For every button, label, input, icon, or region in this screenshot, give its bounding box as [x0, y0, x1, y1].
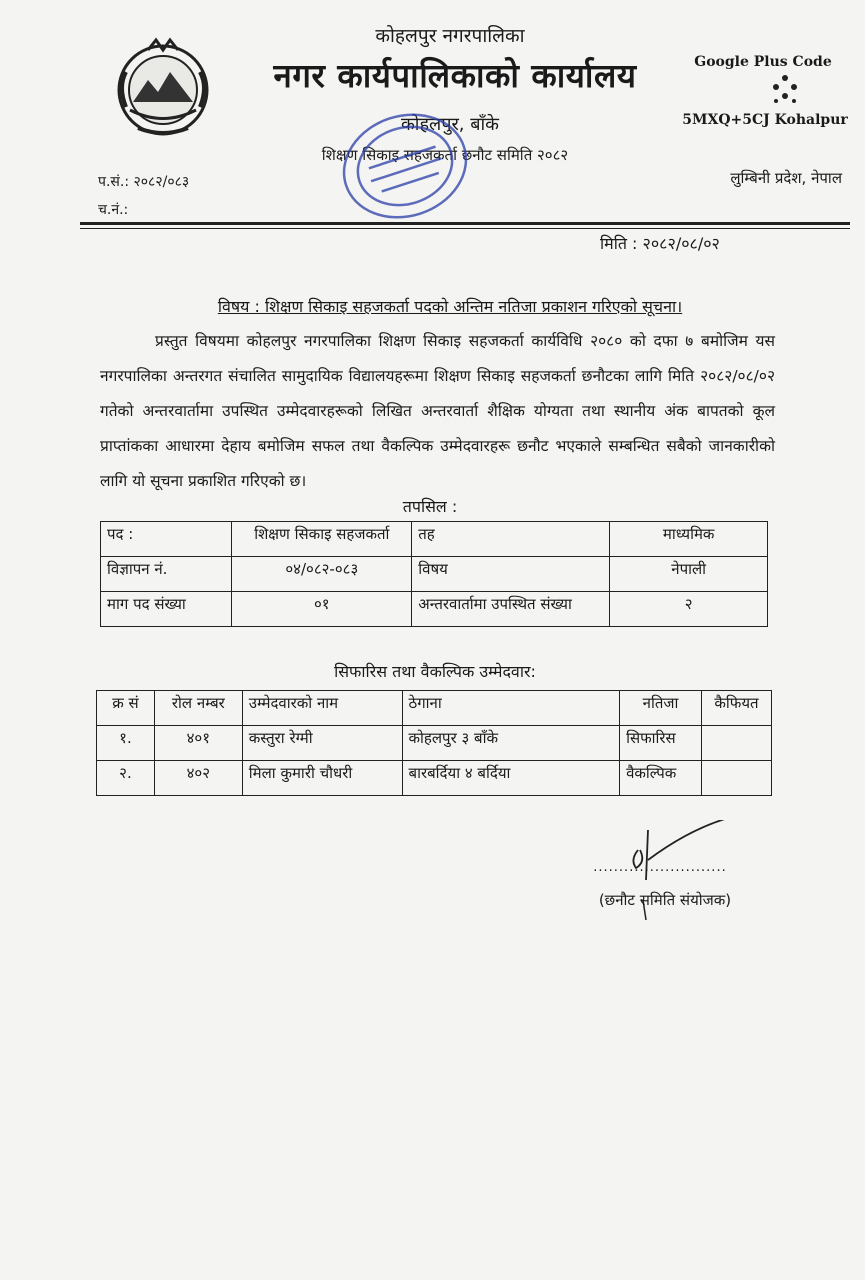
column-header: ठेगाना — [402, 691, 620, 726]
post-value: शिक्षण सिकाइ सहजकर्ता — [232, 522, 412, 557]
ad-number-value: ०४/०८२-०८३ — [232, 557, 412, 592]
candidate-remarks — [702, 726, 772, 761]
table-row — [97, 761, 772, 796]
notice-subject: विषय : शिक्षण सिकाइ सहजकर्ता पदको अन्तिम नतिजा प्रकाशन गरिएको सूचना। — [217, 297, 683, 316]
post-label: पद : — [101, 522, 232, 557]
column-header: उम्मेदवारको नाम — [242, 691, 402, 726]
notice-date: मिति : २०८२/०८/०२ — [600, 234, 720, 253]
candidates-table — [96, 690, 772, 796]
column-header: क्र सं — [97, 691, 155, 726]
column-header: नतिजा — [620, 691, 702, 726]
office-location: कोहलपुर, बाँके — [400, 114, 500, 135]
candidate-name: मिला कुमारी चौधरी — [242, 761, 402, 796]
table-row — [101, 522, 768, 557]
google-plus-code-label: Google Plus Code — [694, 54, 832, 70]
roll-number: ४०१ — [154, 726, 242, 761]
demand-label: माग पद संख्या — [101, 592, 232, 627]
present-count-value: २ — [610, 592, 768, 627]
reference-number: प.सं.: २०८२/०८३ — [98, 174, 190, 190]
candidate-name: कस्तुरा रेग्मी — [242, 726, 402, 761]
committee-name: शिक्षण सिकाइ सहजकर्ता छनौट समिति २०८२ — [321, 146, 569, 164]
office-title: नगर कार्यपालिकाको कार्यालय — [273, 56, 637, 95]
office-stamp-icon — [330, 102, 480, 230]
column-header: रोल नम्बर — [154, 691, 242, 726]
signatory-title: (छनौट समिति संयोजक) — [598, 891, 732, 909]
google-plus-code: 5MXQ+5CJ Kohalpur — [682, 112, 848, 128]
demand-value: ०१ — [232, 592, 412, 627]
candidates-heading: सिफारिस तथा वैकल्पिक उम्मेदवार: — [334, 662, 536, 681]
subject-label: विषय — [412, 557, 610, 592]
candidate-remarks — [702, 761, 772, 796]
subject-value: नेपाली — [610, 557, 768, 592]
notice-body: प्रस्तुत विषयमा कोहलपुर नगरपालिका शिक्षण सिकाइ सहजकर्ता कार्यविधि २०८० को दफा ७ बमोजिम यस नगरपालिका अन्तरगत संचालित सामुदायिक विद्यालयहरूमा शिक्षण सिकाइ सहजकर्ता छनौटका लागि मिति २०८२/०८/०२ गतेको अन्तरवार्तामा उपस्थित उम्मेदवारहरूको लिखित अन्तरवार्ता शैक्षिक योग्यता तथा स्थानीय अंक बापतको कूल प्राप्तांकका आधारमा देहाय बमोजिम सफल तथा वैकल्पिक उम्मेदवारहरू छनौट भएकाले सम्बन्धित सबैको जानकारीको लागि यो सूचना प्रकाशित गरिएको छ। — [100, 332, 775, 490]
candidate-address: कोहलपुर ३ बाँके — [402, 726, 620, 761]
candidate-address: बारबर्दिया ४ बर्दिया — [402, 761, 620, 796]
table-row — [97, 726, 772, 761]
province-name: लुम्बिनी प्रदेश, नेपाल — [730, 169, 842, 187]
table-row — [101, 557, 768, 592]
details-heading: तपसिल : — [402, 497, 458, 516]
present-count-label: अन्तरवार्तामा उपस्थित संख्या — [412, 592, 610, 627]
municipality-name: कोहलपुर नगरपालिका — [375, 25, 525, 47]
post-details-table — [100, 521, 768, 627]
roll-number: ४०२ — [154, 761, 242, 796]
table-row — [101, 592, 768, 627]
candidate-result: सिफारिस — [620, 726, 702, 761]
plus-code-dots-icon — [770, 74, 800, 104]
column-header: कैफियत — [702, 691, 772, 726]
ad-number-label: विज्ञापन नं. — [101, 557, 232, 592]
table-header-row — [97, 691, 772, 726]
signature-line: .......................... — [593, 860, 727, 875]
level-label: तह — [412, 522, 610, 557]
candidate-result: वैकल्पिक — [620, 761, 702, 796]
serial-number: २. — [97, 761, 155, 796]
dispatch-number: च.नं.: — [98, 202, 129, 218]
serial-number: १. — [97, 726, 155, 761]
nepal-emblem-icon — [108, 32, 218, 142]
level-value: माध्यमिक — [610, 522, 768, 557]
